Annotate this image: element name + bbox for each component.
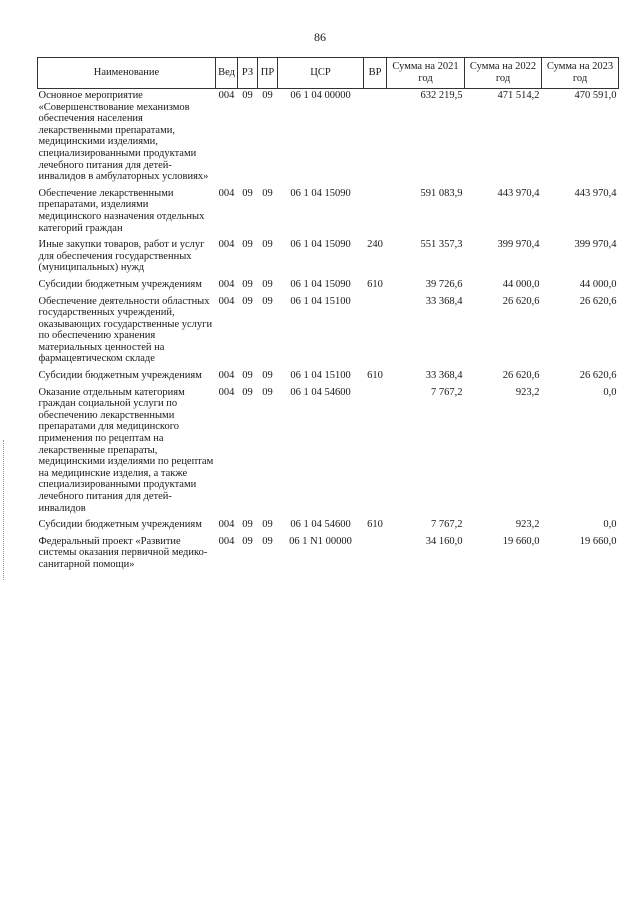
header-pr: ПР xyxy=(258,58,278,89)
row-sum-2021: 34 160,0 xyxy=(425,535,463,547)
row-sum-2023: 44 000,0 xyxy=(579,278,617,290)
header-sum-2023: Сумма на 2023 год xyxy=(542,58,619,89)
row-rz: 09 xyxy=(242,239,253,251)
row-name: Основное мероприятие «Совершенствование механизмов обеспечения населения лекарственными препаратами, медицинскими изделиями, специализированными продуктами лечебного питания для детей-инвалидов в амбулаторных условиях» xyxy=(38,90,209,183)
row-csr: 06 1 N1 00000 xyxy=(289,535,352,547)
row-sum-2023: 470 591,0 xyxy=(574,90,617,101)
row-rz: 09 xyxy=(242,535,253,547)
row-sum-2023: 399 970,4 xyxy=(574,239,617,251)
table-body xyxy=(38,89,619,575)
row-vr: 240 xyxy=(367,239,383,251)
header-vr: ВР xyxy=(364,58,387,89)
table-row xyxy=(38,89,619,187)
row-csr: 06 1 04 00000 xyxy=(290,90,351,101)
table-row xyxy=(38,187,619,238)
row-sum-2021: 7 767,2 xyxy=(431,386,463,398)
row-sum-2023: 0,0 xyxy=(603,386,617,398)
row-ved: 004 xyxy=(218,370,235,382)
row-sum-2022: 923,2 xyxy=(515,386,540,398)
row-rz: 09 xyxy=(242,90,253,101)
row-pr: 09 xyxy=(262,239,273,251)
table-row xyxy=(38,369,619,386)
row-ved: 004 xyxy=(218,90,235,101)
row-vr: 610 xyxy=(367,370,383,382)
row-pr: 09 xyxy=(262,519,273,531)
row-pr: 09 xyxy=(262,187,273,199)
row-rz: 09 xyxy=(242,278,253,290)
row-sum-2021: 632 219,5 xyxy=(420,90,463,101)
row-sum-2022: 923,2 xyxy=(515,519,540,531)
row-name: Обеспечение деятельности областных государственных учреждений, оказывающих государственные услуги по обеспечению хранения материальных ценностей на фармацевтическом складе xyxy=(38,295,213,365)
row-name: Иные закупки товаров, работ и услуг для обеспечения государственных (муниципальных) нужд xyxy=(38,239,205,274)
header-sum-2022: Сумма на 2022 год xyxy=(465,58,542,89)
row-ved: 004 xyxy=(218,278,235,290)
table-header-row xyxy=(38,58,619,89)
row-csr: 06 1 04 15090 xyxy=(290,239,351,251)
row-sum-2023: 26 620,6 xyxy=(579,370,617,382)
table-row xyxy=(38,238,619,278)
row-name: Субсидии бюджетным учреждениям xyxy=(38,370,202,382)
row-rz: 09 xyxy=(242,370,253,382)
row-rz: 09 xyxy=(242,519,253,531)
header-ved: Вед xyxy=(216,58,238,89)
header-csr: ЦСР xyxy=(278,58,364,89)
row-csr: 06 1 04 15090 xyxy=(290,278,351,290)
row-vr xyxy=(364,295,387,370)
row-csr: 06 1 04 15090 xyxy=(290,187,351,199)
row-sum-2021: 33 368,4 xyxy=(425,295,463,307)
row-ved: 004 xyxy=(218,386,235,398)
row-sum-2021: 591 083,9 xyxy=(420,187,463,199)
row-rz: 09 xyxy=(242,386,253,398)
row-name: Федеральный проект «Развитие системы оказания первичной медико-санитарной помощи» xyxy=(38,535,208,570)
row-csr: 06 1 04 54600 xyxy=(290,519,351,531)
row-sum-2023: 19 660,0 xyxy=(579,535,617,547)
table-row xyxy=(38,295,619,370)
binding-margin-marks xyxy=(3,440,6,580)
row-pr: 09 xyxy=(262,278,273,290)
row-vr xyxy=(364,386,387,519)
table-row xyxy=(38,278,619,295)
row-sum-2023: 443 970,4 xyxy=(574,187,617,199)
table-row xyxy=(38,518,619,535)
row-ved: 004 xyxy=(218,519,235,531)
row-vr: 610 xyxy=(367,519,383,531)
row-sum-2023: 0,0 xyxy=(603,519,617,531)
row-ved: 004 xyxy=(218,187,235,199)
row-name: Субсидии бюджетным учреждениям xyxy=(38,278,202,290)
row-sum-2021: 39 726,6 xyxy=(425,278,463,290)
header-rz: РЗ xyxy=(238,58,258,89)
row-ved: 004 xyxy=(218,239,235,251)
row-sum-2022: 19 660,0 xyxy=(502,535,540,547)
row-sum-2022: 399 970,4 xyxy=(497,239,540,251)
row-name: Оказание отдельным категориям граждан социальной услуги по обеспечению лекарственными препаратами для медицинского применения по рецептам на лекарственные препараты, медицинскими изделиями по рецептам на медицинские изделия, а также специализированными продуктами лечебного питания для детей-инвалидов xyxy=(38,386,214,514)
row-sum-2021: 33 368,4 xyxy=(425,370,463,382)
row-vr xyxy=(364,187,387,238)
row-csr: 06 1 04 15100 xyxy=(290,295,351,307)
row-vr xyxy=(364,89,387,187)
header-name: Наименование xyxy=(38,58,216,89)
header-sum-2021: Сумма на 2021 год xyxy=(387,58,465,89)
row-pr: 09 xyxy=(262,90,273,101)
row-csr: 06 1 04 15100 xyxy=(290,370,351,382)
row-name: Обеспечение лекарственными препаратами, изделиями медицинского назначения отдельных категорий граждан xyxy=(38,187,205,234)
row-sum-2022: 471 514,2 xyxy=(497,90,540,101)
row-sum-2022: 443 970,4 xyxy=(497,187,540,199)
row-rz: 09 xyxy=(242,187,253,199)
row-sum-2022: 44 000,0 xyxy=(502,278,540,290)
row-sum-2022: 26 620,6 xyxy=(502,295,540,307)
row-sum-2021: 7 767,2 xyxy=(431,519,463,531)
row-pr: 09 xyxy=(262,535,273,547)
row-pr: 09 xyxy=(262,370,273,382)
row-sum-2022: 26 620,6 xyxy=(502,370,540,382)
row-sum-2023: 26 620,6 xyxy=(579,295,617,307)
row-name: Субсидии бюджетным учреждениям xyxy=(38,519,202,531)
row-pr: 09 xyxy=(262,386,273,398)
row-vr: 610 xyxy=(367,278,383,290)
table-row xyxy=(38,386,619,519)
row-sum-2021: 551 357,3 xyxy=(420,239,463,251)
row-pr: 09 xyxy=(262,295,273,307)
table-row xyxy=(38,535,619,575)
row-vr xyxy=(364,535,387,575)
row-rz: 09 xyxy=(242,295,253,307)
row-ved: 004 xyxy=(218,295,235,307)
budget-table xyxy=(37,57,619,575)
row-ved: 004 xyxy=(218,535,235,547)
row-csr: 06 1 04 54600 xyxy=(290,386,351,398)
page-number: 86 xyxy=(314,30,326,44)
